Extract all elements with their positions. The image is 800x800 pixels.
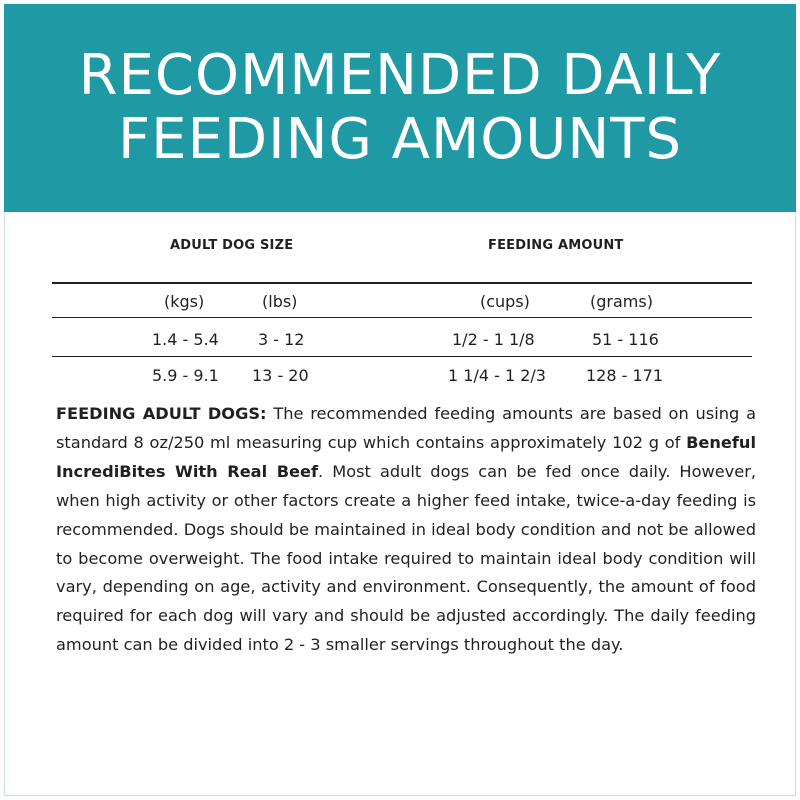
title-banner: [4, 4, 796, 212]
instructions-text-2: . Most adult dogs can be fed once daily. However, when high activity or other factors create a higher feed intake, twice-a-day feeding is recommended. Dogs should be maintained in ideal body condition and not be allowed to become overweight. The food intake required to maintain ideal body condition will vary, depending on age, activity and environment. Consequently, the amount of food required for each dog will vary and should be adjusted accordingly. The daily feeding amount can be divided into 2 - 3 smaller servings throughout the day.: [56, 461, 757, 655]
row2-grams: 128 - 171: [586, 366, 664, 385]
title-line-1: RECOMMENDED DAILY: [78, 43, 722, 108]
unit-kgs: (kgs): [164, 292, 205, 311]
header-feeding-amount: FEEDING AMOUNT: [488, 238, 624, 253]
feeding-table: [52, 230, 752, 400]
unit-grams: (grams): [590, 292, 653, 311]
unit-lbs: (lbs): [262, 292, 298, 311]
row1-grams: 51 - 116: [592, 330, 659, 349]
instructions-text-1: The recommended feeding amounts are based on using a standard 8 oz/250 ml measuring cup which contains approximately 102 g of: [56, 404, 756, 452]
product-name: Beneful IncrediBites With Real Beef: [56, 432, 756, 481]
table-divider-top: [52, 282, 752, 284]
unit-cups: (cups): [480, 292, 530, 311]
row2-cups: 1 1/4 - 1 2/3: [448, 366, 546, 385]
title-line-2: FEEDING AMOUNTS: [117, 107, 683, 172]
table-divider-header: [52, 317, 752, 318]
row1-cups: 1/2 - 1 1/8: [452, 330, 535, 349]
header-adult-dog-size: ADULT DOG SIZE: [170, 238, 294, 253]
feeding-instructions: [56, 400, 756, 660]
row2-kgs: 5.9 - 9.1: [152, 366, 219, 385]
row2-lbs: 13 - 20: [252, 366, 309, 385]
row1-kgs: 1.4 - 5.4: [152, 330, 219, 349]
instructions-lead: FEEDING ADULT DOGS:: [56, 404, 267, 423]
table-divider-row: [52, 356, 752, 357]
row1-lbs: 3 - 12: [258, 330, 305, 349]
